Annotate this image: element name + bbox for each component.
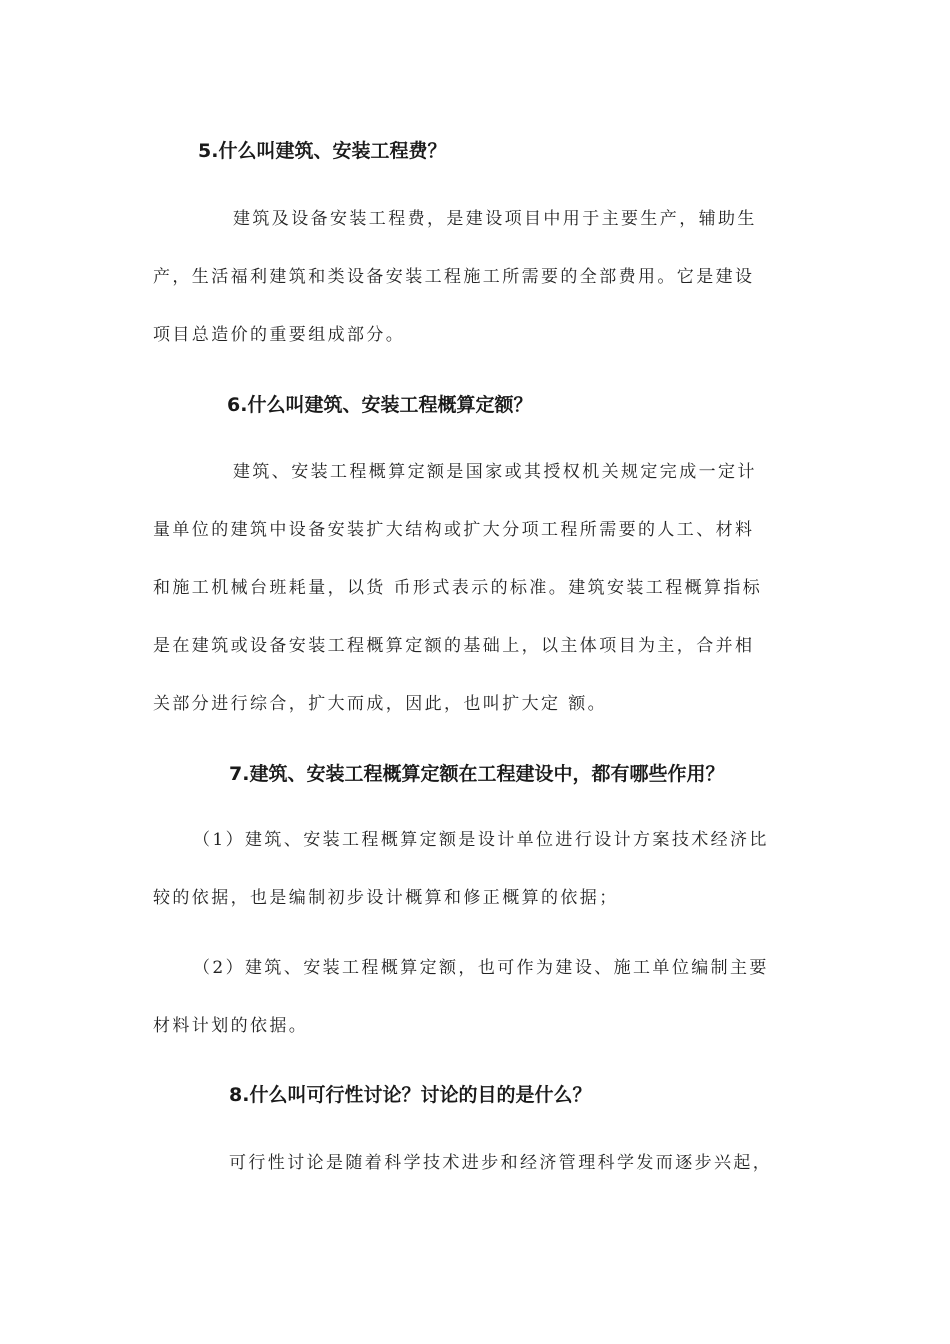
section-heading-7: 7.建筑、安装工程概算定额在工程建设中，都有哪些作用？ — [229, 763, 725, 785]
text-line: 量单位的建筑中设备安装扩大结构或扩大分项工程所需要的人工、材料 — [153, 520, 755, 540]
text-line: 和施工机械台班耗量，以货 币形式表示的标准。建筑安装工程概算指标 — [153, 578, 763, 598]
text-line: 项目总造价的重要组成部分。 — [153, 325, 406, 345]
text-line: （1）建筑、安装工程概算定额是设计单位进行设计方案技术经济比 — [193, 830, 769, 850]
section-heading-8: 8.什么叫可行性讨论？讨论的目的是什么？ — [229, 1084, 592, 1106]
text-line: 可行性讨论是随着科学技术进步和经济管理科学发而逐步兴起， — [229, 1153, 773, 1173]
text-line: 产，生活福利建筑和类设备安装工程施工所需要的全部费用。它是建设 — [153, 267, 755, 287]
section-heading-6: 6.什么叫建筑、安装工程概算定额？ — [227, 394, 533, 416]
section-heading-5: 5.什么叫建筑、安装工程费？ — [198, 140, 447, 162]
text-line: 是在建筑或设备安装工程概算定额的基础上，以主体项目为主，合并相 — [153, 636, 755, 656]
section-5-paragraph — [153, 190, 808, 364]
text-line: 较的依据，也是编制初步设计概算和修正概算的依据； — [153, 888, 619, 908]
text-line: 建筑、安装工程概算定额是国家或其授权机关规定完成一定计 — [233, 462, 757, 482]
text-line: 建筑及设备安装工程费，是建设项目中用于主要生产，辅助生 — [233, 209, 757, 229]
text-line: 关部分进行综合，扩大而成，因此，也叫扩大定 额。 — [153, 694, 608, 714]
text-line: （2）建筑、安装工程概算定额，也可作为建设、施工单位编制主要 — [193, 958, 769, 978]
section-8-paragraph — [153, 1134, 808, 1192]
section-7-paragraph-1 — [153, 811, 808, 927]
section-6-paragraph — [153, 443, 808, 733]
section-7-paragraph-2 — [153, 939, 808, 1055]
text-line: 材料计划的依据。 — [153, 1016, 309, 1036]
